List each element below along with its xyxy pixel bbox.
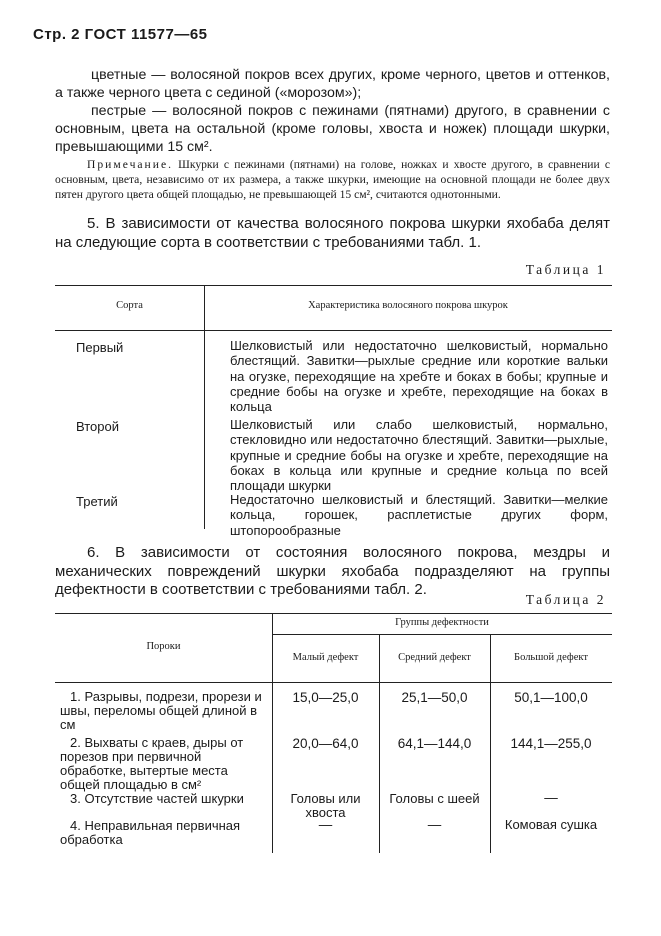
paragraph-pestrye	[55, 102, 610, 156]
table2-row1-defect: 1. Разрывы, подрези, прорези и швы, переломы общей длиной в см	[60, 689, 262, 732]
table2-row1-small: 15,0—25,0	[292, 690, 359, 705]
table1-top-rule	[55, 285, 612, 286]
table2-group-rule	[272, 634, 612, 635]
table2-subheader-large: Большой дефект	[514, 652, 588, 663]
table2-caption: Таблица 2	[525, 592, 606, 607]
table1-row1-desc: Шелковистый или недостаточно шелковистый, нормально блестящий. Завитки—рыхлые средние или короткие вальки на огузке, переходящие на хребте и боках в бобы; крупные и средние бобы на огузке и хребте, переходящие на боках в кольца	[230, 338, 608, 415]
table2-header-groups: Группы дефектности	[395, 617, 489, 628]
paragraph-cvetnye	[55, 66, 610, 102]
text-pestrye: — волосяной покров с пежинами (пятнами) другого, в сравнении с основным, цвета на остальной (кроме головы, хвоста и ножек) площади шкурки, превышающими 15 см².	[55, 103, 610, 155]
table1-row1-grade: Первый	[76, 340, 124, 355]
table1-row3-grade: Третий	[76, 494, 118, 509]
table2-subheader-medium: Средний дефект	[398, 652, 471, 663]
paragraph-5: 5. В зависимости от качества волосяного покрова шкурки яхобаба делят на следующие сорта в соответствии с требованиями табл. 1.	[55, 215, 610, 251]
table2-row4-small: —	[318, 817, 333, 832]
table2-subheader-small: Малый дефект	[292, 652, 359, 663]
term-pestrye: пестрые	[91, 103, 147, 119]
page-header: Стр. 2 ГОСТ 11577—65	[33, 26, 208, 43]
table1-row3-desc: Недостаточно шелковистый и блестящий. Завитки—мелкие кольца, горошек, расплетистые других форм, штопорообразные	[230, 492, 608, 538]
term-cvetnye: цветные	[91, 67, 147, 83]
table2-row4-defect: 4. Неправильная первичная обработка	[60, 818, 241, 847]
table2-row3-large: —	[544, 790, 558, 805]
note-text: Шкурки с пежинами (пятнами) на голове, ножках и хвосте другого, в сравнении с основным, цвета, независимо от их размера, а также шкурки, имеющие на основной площади не более двух пятен другого цвета общей площадью, не превышающей 15 см², считаются однотонными.	[55, 158, 610, 201]
table1-header-desc: Характеристика волосяного покрова шкурок	[308, 300, 508, 311]
table1-header-rule	[55, 330, 612, 331]
paragraph-6: 6. В зависимости от состояния волосяного покрова, мездры и механических повреждений шкурки яхобаба подразделяют на группы дефектности в соответствии с требованиями табл. 2.	[55, 544, 610, 598]
text-cvetnye: — волосяной покров всех других, кроме черного, цветов и оттенков, а также черного цвета с сединой («морозом»);	[55, 67, 610, 101]
note-label: Примечание.	[87, 158, 173, 171]
table2-row4-medium: —	[427, 817, 442, 832]
table2-row2-medium: 64,1—144,0	[397, 736, 472, 751]
table2-row1-medium: 25,1—50,0	[401, 690, 468, 705]
table2-row1-large: 50,1—100,0	[514, 690, 588, 705]
table2-header-rule	[55, 682, 612, 683]
table2-row2-small: 20,0—64,0	[292, 736, 359, 751]
table1-col-divider	[204, 285, 205, 529]
table2-top-rule	[55, 613, 612, 614]
table2-row2-defect: 2. Выхваты с краев, дыры от порезов при первичной обработке, вытертые места общей площадью в см²	[60, 735, 244, 792]
table1-row2-desc: Шелковистый или слабо шелковистый, нормально, стекловидно или недостаточно блестящий. Завитки—рыхлые, крупные и средние бобы на огузке и хребте, переходящие на боках в кольца или крупные и средние кольца по всей площади шкурки	[230, 417, 608, 494]
table1-row2-grade: Второй	[76, 419, 119, 434]
table2-row3-small: Головы или хвоста	[290, 791, 361, 820]
table2-row3-medium: Головы с шеей	[389, 791, 480, 806]
table2-header-defects: Пороки	[146, 641, 181, 652]
table2-row3-defect: 3. Отсутствие частей шкурки	[70, 791, 244, 806]
table2-row2-large: 144,1—255,0	[510, 736, 592, 751]
note	[55, 157, 610, 202]
table1-caption: Таблица 1	[525, 262, 606, 277]
table1-header-grade: Сорта	[116, 300, 143, 311]
table2-row4-large: Комовая сушка	[504, 817, 598, 832]
